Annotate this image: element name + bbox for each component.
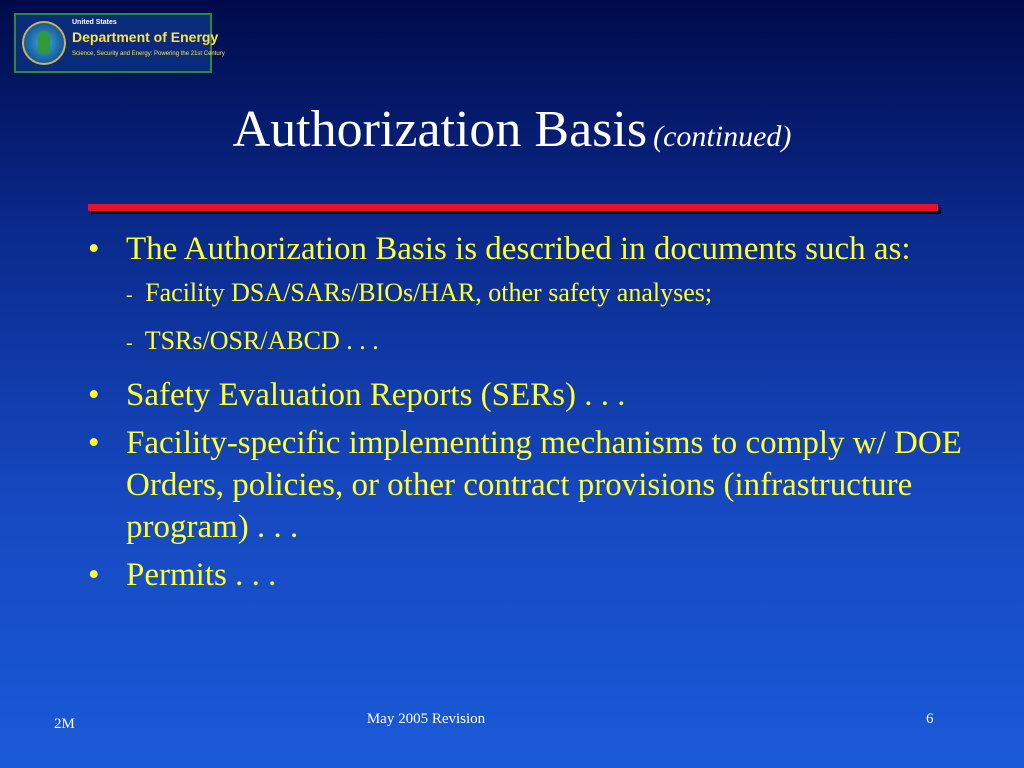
bullet-item bbox=[88, 554, 968, 596]
sub-bullet-item bbox=[126, 278, 968, 310]
bullet-text: Safety Evaluation Reports (SERs) . . . bbox=[126, 377, 626, 413]
slide-title-sub: (continued) bbox=[653, 120, 792, 153]
sub-bullet-marker: - bbox=[126, 332, 133, 354]
bullet-item bbox=[88, 422, 968, 548]
bullet-item bbox=[88, 228, 968, 270]
slide-title-main: Authorization Basis bbox=[232, 101, 648, 158]
logo-main-text: Department of Energy bbox=[72, 29, 219, 45]
sub-bullet-marker: - bbox=[126, 284, 133, 306]
logo-small-text: United States bbox=[72, 19, 117, 26]
bullet-marker: • bbox=[88, 425, 100, 461]
footer-revision: May 2005 Revision bbox=[366, 711, 486, 727]
bullet-marker: • bbox=[88, 231, 100, 267]
sub-bullet-text: Facility DSA/SARs/BIOs/HAR, other safety analyses; bbox=[145, 278, 713, 307]
bullet-marker: • bbox=[88, 557, 100, 593]
title-divider bbox=[88, 204, 938, 211]
sub-bullet-item bbox=[126, 326, 968, 358]
doe-logo bbox=[14, 13, 225, 73]
bullet-text: The Authorization Basis is described in documents such as: bbox=[126, 231, 911, 267]
logo-tagline: Science, Security and Energy: Powering the 21st Century bbox=[72, 51, 225, 57]
slide-title bbox=[0, 100, 1024, 159]
bullet-item bbox=[88, 374, 968, 416]
sub-bullet-text: TSRs/OSR/ABCD . . . bbox=[144, 326, 379, 355]
bullet-marker: • bbox=[88, 377, 100, 413]
bullet-list bbox=[88, 228, 968, 602]
bullet-text: Facility-specific implementing mechanisms to comply w/ DOE Orders, policies, or other contract provisions (infrastructure program) . . . bbox=[126, 425, 962, 545]
doe-seal-icon bbox=[22, 21, 66, 65]
page-number: 6 bbox=[926, 711, 934, 727]
footer-code: 2M bbox=[54, 716, 75, 732]
bullet-text: Permits . . . bbox=[126, 557, 277, 593]
